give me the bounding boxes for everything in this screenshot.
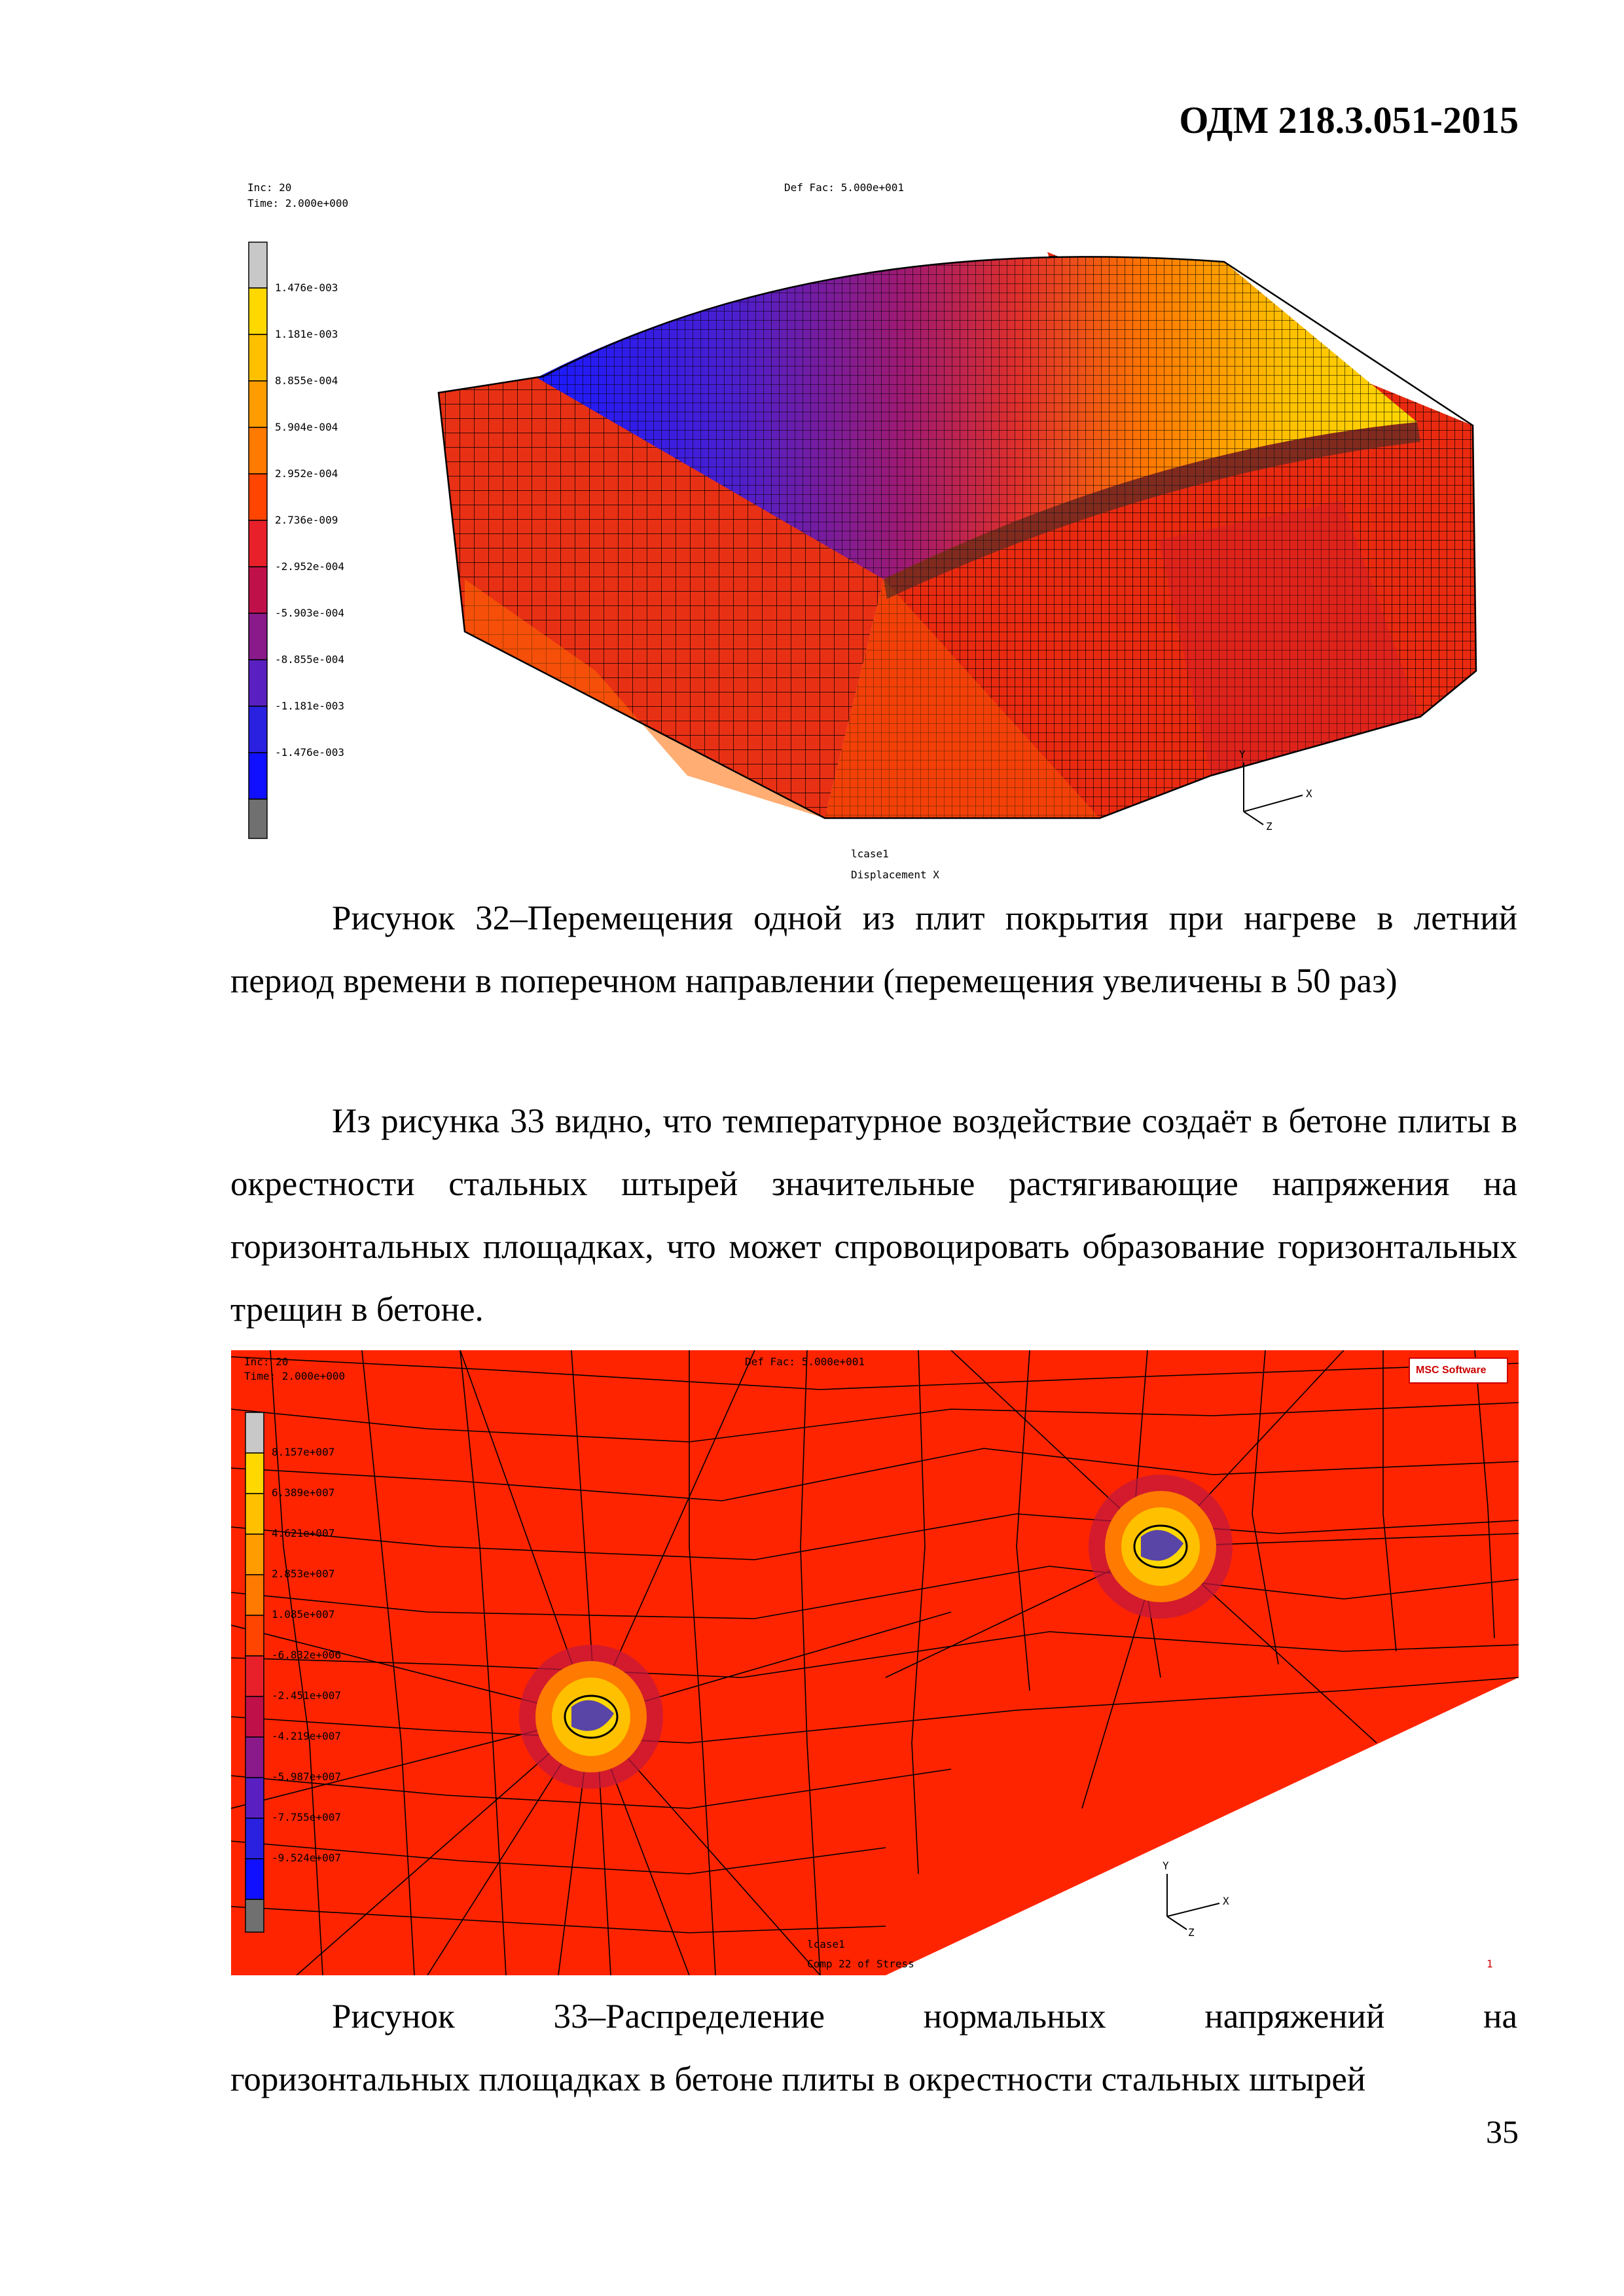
axis-y-label: Y: [1239, 748, 1246, 761]
load-case-label: lcase1: [851, 848, 889, 860]
caption-33-line-1: [230, 1985, 1517, 2048]
legend-value-9: -8.855e-004: [275, 653, 344, 666]
axis-triad: [1244, 762, 1303, 825]
axis-x-label: X: [1306, 787, 1312, 800]
inc-label: Inc: 20: [244, 1355, 289, 1368]
quantity-label: Displacement X: [851, 869, 939, 881]
figure-32-caption: [230, 887, 1517, 1013]
legend-value-4: 5.904e-004: [275, 421, 338, 433]
legend-value-8: -5.903e-004: [275, 607, 344, 619]
axis-z-label: Z: [1188, 1926, 1195, 1939]
legend-bar: [245, 1412, 264, 1932]
axis-x-label: X: [1223, 1895, 1229, 1907]
def-fac-label: Def Fac: 5.000e+001: [784, 181, 905, 194]
paragraph-text: Из рисунка 33 видно, что температурное воздействие создаёт в бетоне плиты в окрестности стальных штырей значительные растягивающие напряжения на горизонтальных площадках, что может спровоцировать образование горизонтальных трещин в бетоне.: [230, 1102, 1517, 1329]
legend-bar: [249, 242, 267, 838]
index-label: 1: [1487, 1958, 1493, 1970]
legend-value-7: -2.451e+007: [272, 1689, 341, 1702]
time-label: Time: 2.000e+000: [247, 197, 349, 209]
legend-value-5: 1.085e+007: [272, 1608, 335, 1621]
legend-value-6: 2.736e-009: [275, 514, 338, 526]
figure-33-caption: [230, 1985, 1517, 2111]
legend-value-3: 8.855e-004: [275, 374, 338, 387]
legend-value-1: 8.157e+007: [272, 1446, 335, 1458]
caption-33-word-2: 33–Распределение: [553, 1998, 825, 2036]
slab-model: [439, 252, 1476, 818]
figure-33: [231, 1350, 1519, 1975]
legend-value-2: 6.389e+007: [272, 1486, 335, 1499]
figure-32: [229, 173, 1519, 887]
legend-value-3: 4.621e+007: [272, 1527, 335, 1539]
stud-stress-zone-1: [519, 1645, 663, 1789]
msc-software-logo: MSC Software: [1416, 1365, 1487, 1376]
caption-32-text: Рисунок 32–Перемещения одной из плит покрытия при нагреве в летний период времени в поперечном направлении (перемещения увеличены в 50 раз): [230, 899, 1517, 1000]
caption-33-word-1: Рисунок: [332, 1998, 455, 2036]
document-code: ОДМ 218.3.051-2015: [1179, 99, 1519, 141]
legend-value-5: 2.952e-004: [275, 467, 338, 480]
legend-value-6: -6.832e+006: [272, 1649, 341, 1661]
legend-value-8: -4.219e+007: [272, 1730, 341, 1742]
legend-value-10: -1.181e-003: [275, 700, 344, 712]
legend-value-4: 2.853e+007: [272, 1568, 335, 1580]
page-number: 35: [1486, 2113, 1519, 2150]
legend-value-2: 1.181e-003: [275, 328, 338, 340]
axis-z-label: Z: [1266, 820, 1272, 833]
caption-33-word-5: на: [1483, 1998, 1517, 2036]
axis-y-label: Y: [1163, 1859, 1169, 1872]
load-case-label: lcase1: [807, 1938, 845, 1950]
legend-value-11: -1.476e-003: [275, 746, 344, 759]
caption-33-word-4: напряжений: [1204, 1998, 1385, 2036]
inc-label: Inc: 20: [247, 181, 292, 194]
time-label: Time: 2.000e+000: [244, 1370, 346, 1382]
caption-33-word-3: нормальных: [923, 1998, 1106, 2036]
legend-value-9: -5.987e+007: [272, 1770, 341, 1783]
stud-stress-zone-2: [1089, 1475, 1233, 1619]
legend-value-7: -2.952e-004: [275, 560, 344, 573]
caption-33-line-2: горизонтальных площадках в бетоне плиты в окрестности стальных штырей: [230, 2060, 1366, 2098]
quantity-label: Comp 22 of Stress: [807, 1958, 914, 1970]
legend-value-10: -7.755e+007: [272, 1811, 341, 1823]
legend-value-11: -9.524e+007: [272, 1852, 341, 1864]
body-paragraph: [230, 1090, 1517, 1341]
def-fac-label: Def Fac: 5.000e+001: [745, 1355, 865, 1368]
legend-value-1: 1.476e-003: [275, 281, 338, 294]
